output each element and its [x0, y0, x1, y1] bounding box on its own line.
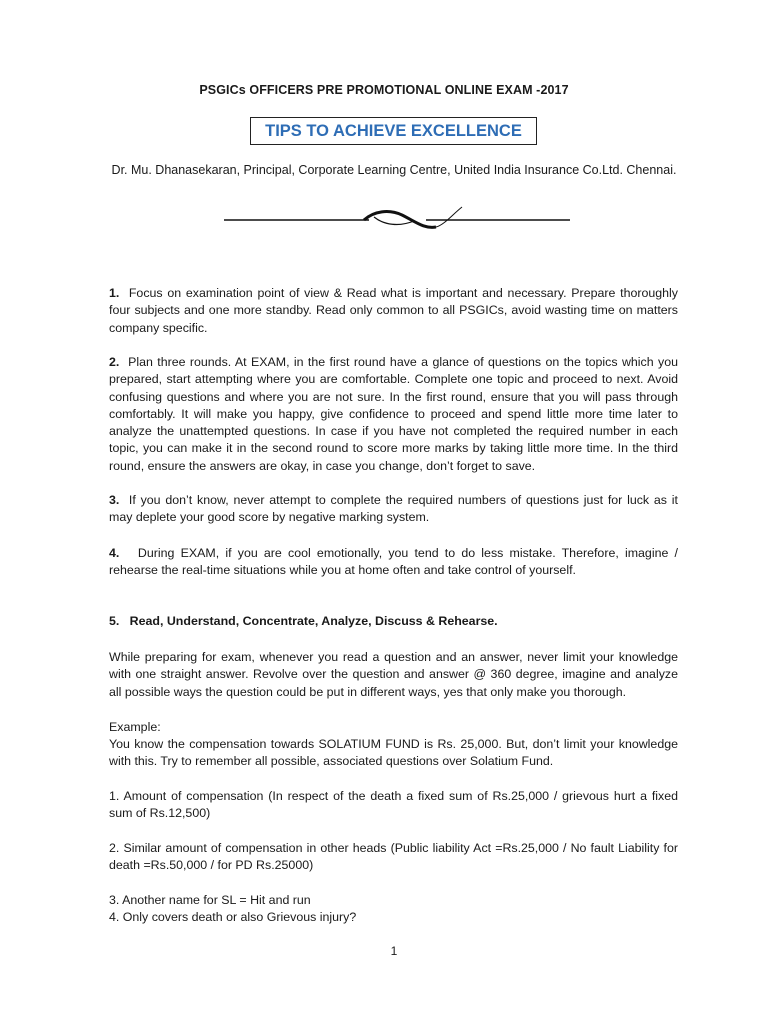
- example-point-4: 4. Only covers death or also Grievous injury?: [109, 910, 357, 924]
- tip-1: [109, 285, 678, 337]
- example-point-2: 2. Similar amount of compensation in other heads (Public liability Act =Rs.25,000 / No fault Liability for death =Rs.50,000 / for PD Rs.25000): [109, 841, 678, 873]
- tip-5-heading: [109, 613, 678, 630]
- section5-paragraph: While preparing for exam, whenever you read a question and an answer, never limit your knowledge with one straight answer. Revolve over the question and answer @ 360 degree, imagine and analyze all possible ways the question could be put in different ways, yes that only make you thorough.: [109, 650, 678, 699]
- page-number: 1: [390, 944, 398, 958]
- tip-3: [109, 492, 678, 527]
- tip-4-text: During EXAM, if you are cool emotionally, you tend to do less mistake. Therefore, imagine / rehearse the real-time situations while you at home often and take control of yourself.: [109, 546, 678, 578]
- tip-4: [109, 545, 678, 580]
- tip-1-text: Focus on examination point of view & Read what is important and necessary. Prepare thoroughly four subjects and one more standby. Read only common to all PSGICs, avoid wasting time on matters company specific.: [109, 286, 678, 335]
- tip-3-number: 3.: [109, 493, 120, 507]
- document-title: PSGICs OFFICERS PRE PROMOTIONAL ONLINE EXAM -2017: [199, 83, 569, 97]
- tip-2: [109, 354, 678, 475]
- tip-1-number: 1.: [109, 286, 120, 300]
- tip-5-number: 5.: [109, 614, 120, 628]
- tip-2-text: Plan three rounds. At EXAM, in the first round have a glance of questions on the topics which you prepared, start attempting where you are comfortable. Complete one topic and proceed to next. Avoid confusing questions and where you are not sure. In the first round, ensure that you will pass through comfortably. It will make you happy, give confidence to proceed and spend little more time later to analyze the unattempted questions. In case if you have not completed the required number in each topic, you can make it in the second round to score more marks by taking little more time. In the third round, ensure the answers are okay, in case you change, don’t forget to save.: [109, 355, 678, 473]
- example-point-1: 1. Amount of compensation (In respect of the death a fixed sum of Rs.25,000 / grievous hurt a fixed sum of Rs.12,500): [109, 789, 678, 821]
- decorative-divider: [224, 203, 570, 235]
- tip-4-number: 4.: [109, 546, 120, 560]
- example-label: Example:: [109, 720, 161, 734]
- tip-5-text: Read, Understand, Concentrate, Analyze, Discuss & Rehearse.: [129, 614, 498, 628]
- tips-heading-box: TIPS TO ACHIEVE EXCELLENCE: [250, 117, 537, 145]
- tip-2-number: 2.: [109, 355, 120, 369]
- example-point-3: 3. Another name for SL = Hit and run: [109, 893, 311, 907]
- author-line: Dr. Mu. Dhanasekaran, Principal, Corporate Learning Centre, United India Insurance Co.Ltd. Chennai.: [111, 163, 677, 177]
- example-text: You know the compensation towards SOLATIUM FUND is Rs. 25,000. But, don’t limit your knowledge with this. Try to remember all possible, associated questions over Solatium Fund.: [109, 737, 678, 769]
- tip-3-text: If you don’t know, never attempt to complete the required numbers of questions just for luck as it may deplete your good score by negative marking system.: [109, 493, 678, 525]
